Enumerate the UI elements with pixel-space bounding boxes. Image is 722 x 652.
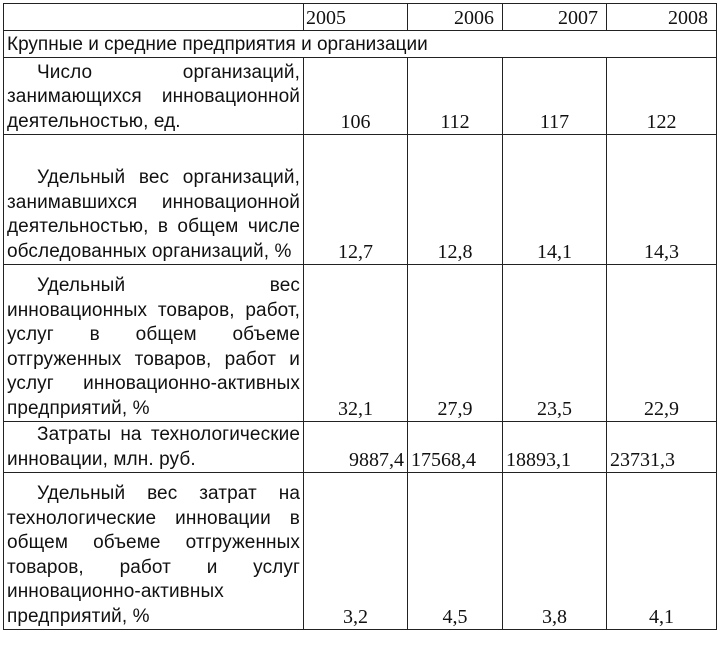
table-cell: 22,9 xyxy=(607,265,717,422)
year-header-2008: 2008 xyxy=(607,4,717,31)
row-label xyxy=(4,58,304,135)
section-row xyxy=(4,31,717,58)
table-cell: 9887,4 xyxy=(304,422,408,473)
row-label-text: Число организаций, занимающихся инновационной деятельностью, ед. xyxy=(7,61,300,132)
row-label-text: Удельный вес затрат на технологические инновации в общем объеме отгруженных товаров, работ и услуг инновационно-активных предприятий, % xyxy=(7,483,300,627)
table-cell: 112 xyxy=(408,58,503,135)
table-cell: 27,9 xyxy=(408,265,503,422)
table-row xyxy=(4,135,717,265)
statistics-table xyxy=(3,3,717,630)
row-label-text: Удельный вес организаций, занимавшихся инновационной деятельностью, в общем числе обследованных организаций, % xyxy=(7,167,300,262)
header-corner-cell xyxy=(4,4,304,31)
table-cell: 12,7 xyxy=(304,135,408,265)
table-cell: 18893,1 xyxy=(503,422,607,473)
table-cell: 14,1 xyxy=(503,135,607,265)
table-row xyxy=(4,265,717,422)
table-cell: 32,1 xyxy=(304,265,408,422)
table-cell: 17568,4 xyxy=(408,422,503,473)
row-label xyxy=(4,473,304,630)
table-row xyxy=(4,58,717,135)
header-row xyxy=(4,4,717,31)
table-cell: 12,8 xyxy=(408,135,503,265)
table-cell: 117 xyxy=(503,58,607,135)
section-title: Крупные и средние предприятия и организации xyxy=(4,31,717,58)
row-label-text: Затраты на технологические инновации, млн. руб. xyxy=(7,424,300,470)
table-cell: 106 xyxy=(304,58,408,135)
year-header-2006: 2006 xyxy=(408,4,503,31)
table-cell: 4,1 xyxy=(607,473,717,630)
year-header-2007: 2007 xyxy=(503,4,607,31)
table-cell: 122 xyxy=(607,58,717,135)
row-label xyxy=(4,422,304,473)
table-cell: 14,3 xyxy=(607,135,717,265)
table-cell: 23731,3 xyxy=(607,422,717,473)
year-header-2005: 2005 xyxy=(304,4,408,31)
table-row xyxy=(4,473,717,630)
table-cell: 4,5 xyxy=(408,473,503,630)
row-label xyxy=(4,135,304,265)
row-label xyxy=(4,265,304,422)
table-cell: 3,8 xyxy=(503,473,607,630)
table-cell: 3,2 xyxy=(304,473,408,630)
row-label-text: Удельный вес инновационных товаров, работ, услуг в общем объеме отгруженных товаров, работ и услуг инновационно-активных предприятий, % xyxy=(7,275,300,419)
table-row xyxy=(4,422,717,473)
table-cell: 23,5 xyxy=(503,265,607,422)
